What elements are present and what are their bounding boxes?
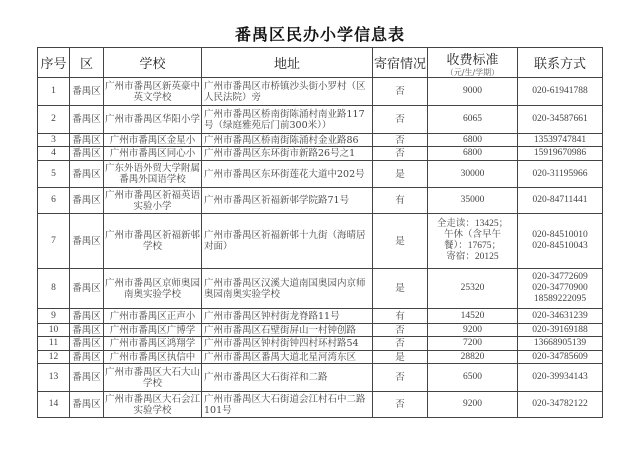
fee-line: 6800 <box>463 134 482 145</box>
fee-line: 寄宿：20125 <box>446 252 499 262</box>
cell-fee <box>428 147 518 161</box>
cell-fee <box>428 324 518 337</box>
cell-school <box>104 161 202 188</box>
school-name: 广州市番禺区鸿翔学 <box>109 338 196 349</box>
cell-contact <box>518 188 603 214</box>
boarding-status: 否 <box>395 148 405 159</box>
cell-address <box>202 392 373 418</box>
cell-boarding <box>373 134 428 147</box>
cell-address <box>202 161 373 188</box>
district: 番禺区 <box>72 195 101 206</box>
cell-contact <box>518 78 603 106</box>
school-name: 广州市番禺区正声小 <box>109 310 196 322</box>
fee-line: 9200 <box>463 399 482 409</box>
fee-line: 6065 <box>463 114 482 124</box>
phone-number: 020-84510010 <box>532 230 588 240</box>
cell-district <box>70 392 104 418</box>
cell-district <box>70 147 104 161</box>
cell-no <box>38 214 70 269</box>
phone-number: 18589222095 <box>533 294 587 304</box>
cell-boarding <box>373 161 428 188</box>
table-row <box>38 324 603 337</box>
cell-no <box>38 161 70 188</box>
cell-fee <box>428 309 518 324</box>
cell-school <box>104 147 202 161</box>
cell-contact <box>518 269 603 309</box>
cell-district <box>70 214 104 269</box>
cell-district <box>70 364 104 392</box>
row-number: 10 <box>48 324 59 335</box>
cell-boarding <box>373 392 428 418</box>
fee-line: 午休（含早午 <box>443 230 501 240</box>
row-number: 6 <box>51 195 56 205</box>
phone-number: 020-34772609 <box>532 272 588 282</box>
cell-boarding <box>373 147 428 161</box>
row-number: 13 <box>48 372 59 382</box>
cell-no <box>38 134 70 147</box>
address: 广州市番禺区桥南街陈涌村金业路86 <box>204 134 359 146</box>
cell-district <box>70 78 104 106</box>
cell-district <box>70 351 104 364</box>
cell-school <box>104 78 202 106</box>
boarding-status: 是 <box>395 351 405 363</box>
district: 番禺区 <box>72 351 101 363</box>
fee-line: 9200 <box>463 324 482 335</box>
cell-fee <box>428 351 518 364</box>
school-name: 广州市番禺区执信中 <box>109 351 196 363</box>
cell-contact <box>518 147 603 161</box>
cell-no <box>38 337 70 351</box>
cell-address <box>202 78 373 106</box>
cell-address <box>202 147 373 161</box>
row-number: 8 <box>51 283 56 293</box>
page-title: 番禺区民办小学信息表 <box>234 25 405 44</box>
table-row <box>38 214 603 269</box>
cell-no <box>38 78 70 106</box>
table-row <box>38 392 603 418</box>
cell-contact <box>518 309 603 324</box>
cell-district <box>70 337 104 351</box>
cell-school <box>104 309 202 324</box>
cell-boarding <box>373 188 428 214</box>
header-boarding: 寄宿情况 <box>373 48 428 78</box>
cell-district <box>70 134 104 147</box>
district: 番禺区 <box>72 134 101 146</box>
district: 番禺区 <box>72 338 101 349</box>
header-address: 地址 <box>202 48 373 78</box>
cell-school <box>104 106 202 134</box>
cell-fee <box>428 214 518 269</box>
fee-line: 6800 <box>463 148 482 158</box>
table-row <box>38 364 603 392</box>
address: 广州市番禺区东环街莲花大道中202号 <box>204 168 365 180</box>
fee-line: 14520 <box>460 310 485 321</box>
school-info-table <box>37 47 603 418</box>
table-row <box>38 161 603 188</box>
header-district: 区 <box>70 48 104 78</box>
cell-school <box>104 392 202 418</box>
cell-boarding <box>373 324 428 337</box>
cell-address <box>202 324 373 337</box>
address: 广州市番禺区东环街市新路26号之1 <box>204 148 356 159</box>
address: 广州市番禺区石壁街屏山一村钟创路 <box>204 324 357 336</box>
fee-line: 28820 <box>460 351 485 362</box>
district: 番禺区 <box>72 148 101 159</box>
address: 广州市番禺区钟村街钟四村环村路54 <box>204 338 359 349</box>
cell-fee <box>428 269 518 309</box>
address: 广州市番禺区汉溪大道南国奥园内京师奥园南奥实验学校 <box>204 277 366 300</box>
cell-school <box>104 269 202 309</box>
table-row <box>38 147 603 161</box>
cell-address <box>202 337 373 351</box>
boarding-status: 否 <box>395 338 405 349</box>
boarding-status: 是 <box>395 168 405 180</box>
phone-number: 13539747841 <box>533 134 587 145</box>
phone-number: 020-61941788 <box>532 86 588 96</box>
header-fee-unit: （元/生/学期） <box>445 67 500 77</box>
district: 番禺区 <box>72 86 101 97</box>
cell-fee <box>428 134 518 147</box>
row-number: 3 <box>51 134 56 145</box>
fee-line: 35000 <box>460 195 485 205</box>
address: 广州市番禺区桥南街陈涌村南业路117号（绿庭雅苑后门前300米）） <box>204 108 365 131</box>
fee-line: 餐）：17675； <box>443 241 501 251</box>
row-number: 12 <box>48 351 59 362</box>
phone-number: 020-34770900 <box>532 283 588 293</box>
cell-address <box>202 364 373 392</box>
cell-fee <box>428 106 518 134</box>
cell-no <box>38 106 70 134</box>
school-name: 广州市番禺区同心小 <box>109 148 196 159</box>
table-row <box>38 188 603 214</box>
cell-district <box>70 161 104 188</box>
district: 番禺区 <box>72 114 101 125</box>
cell-fee <box>428 337 518 351</box>
fee-line: 30000 <box>460 168 485 179</box>
cell-boarding <box>373 351 428 364</box>
table-row <box>38 106 603 134</box>
cell-district <box>70 309 104 324</box>
address: 广州市番禺区钟村街龙脊路11号 <box>204 310 340 322</box>
cell-address <box>202 188 373 214</box>
district: 番禺区 <box>72 283 101 294</box>
cell-address <box>202 214 373 269</box>
cell-contact <box>518 161 603 188</box>
cell-school <box>104 188 202 214</box>
cell-school <box>104 134 202 147</box>
school-name: 广州市番禺区金星小 <box>109 134 196 146</box>
cell-address <box>202 269 373 309</box>
cell-fee <box>428 188 518 214</box>
fee-line: 全走读：13425； <box>436 219 509 229</box>
cell-contact <box>518 392 603 418</box>
cell-district <box>70 106 104 134</box>
row-number: 11 <box>48 338 59 348</box>
boarding-status: 否 <box>395 372 405 383</box>
cell-no <box>38 364 70 392</box>
district: 番禺区 <box>72 168 101 180</box>
school-name: 广东外语外贸大学附属番禺外国语学校 <box>104 163 200 185</box>
cell-district <box>70 188 104 214</box>
cell-boarding <box>373 269 428 309</box>
school-name: 广州市番禺区大石大山学校 <box>104 366 200 389</box>
phone-number: 020-34631239 <box>532 310 588 321</box>
boarding-status: 有 <box>395 310 405 322</box>
school-name: 广州市番禺区华阳小学 <box>104 114 200 125</box>
fee-line: 25320 <box>460 283 485 293</box>
cell-contact <box>518 364 603 392</box>
boarding-status: 是 <box>395 283 405 294</box>
address: 广州市番禺区祈福新邨学院路71号 <box>204 195 350 206</box>
table-row <box>38 337 603 351</box>
boarding-status: 否 <box>395 86 405 97</box>
cell-contact <box>518 337 603 351</box>
cell-district <box>70 324 104 337</box>
row-number: 4 <box>51 148 56 158</box>
school-name: 广州市番禺区广博学 <box>109 324 196 336</box>
cell-contact <box>518 134 603 147</box>
cell-school <box>104 214 202 269</box>
cell-fee <box>428 364 518 392</box>
district: 番禺区 <box>72 372 101 383</box>
phone-number: 020-34785609 <box>532 351 588 362</box>
row-number: 1 <box>51 86 56 96</box>
cell-boarding <box>373 309 428 324</box>
cell-district <box>70 269 104 309</box>
cell-address <box>202 309 373 324</box>
cell-school <box>104 364 202 392</box>
header-row <box>38 48 603 78</box>
header-fee-label: 收费标准 <box>446 52 499 68</box>
header-school: 学校 <box>104 48 202 78</box>
cell-no <box>38 269 70 309</box>
cell-address <box>202 106 373 134</box>
address: 广州市番禺区祈福新邨十九街（海晴居对面） <box>204 230 366 252</box>
school-name: 广州市番禺区大石会江实验学校 <box>104 393 200 416</box>
cell-contact <box>518 324 603 337</box>
fee-line: 6500 <box>463 372 482 382</box>
boarding-status: 是 <box>395 235 405 247</box>
fee-line: 7200 <box>463 338 482 348</box>
address: 广州市番禺区番禺大道北星河湾东区 <box>204 351 357 363</box>
district: 番禺区 <box>72 235 101 247</box>
cell-boarding <box>373 78 428 106</box>
cell-no <box>38 324 70 337</box>
cell-fee <box>428 392 518 418</box>
cell-no <box>38 309 70 324</box>
phone-number: 020-39169188 <box>532 324 588 335</box>
cell-no <box>38 392 70 418</box>
cell-address <box>202 351 373 364</box>
address: 广州市番禺区市桥镇沙头街小罗村（区人民法院）旁 <box>204 80 366 103</box>
phone-number: 020-84711441 <box>532 195 588 205</box>
phone-number: 020-39934143 <box>532 372 588 382</box>
address: 广州市番禺区大石街祥和二路 <box>204 372 328 383</box>
table-row <box>38 269 603 309</box>
cell-no <box>38 351 70 364</box>
phone-number: 020-34587661 <box>532 114 588 124</box>
cell-contact <box>518 351 603 364</box>
cell-fee <box>428 78 518 106</box>
table-row <box>38 351 603 364</box>
row-number: 2 <box>51 114 56 124</box>
boarding-status: 否 <box>395 399 405 410</box>
school-name: 广州市番禺区京师奥园南奥实验学校 <box>104 277 200 300</box>
header-no: 序号 <box>38 48 70 78</box>
cell-contact <box>518 214 603 269</box>
row-number: 7 <box>51 235 56 246</box>
cell-school <box>104 324 202 337</box>
cell-boarding <box>373 106 428 134</box>
header-contact: 联系方式 <box>518 48 603 78</box>
cell-contact <box>518 106 603 134</box>
cell-school <box>104 337 202 351</box>
cell-no <box>38 188 70 214</box>
cell-boarding <box>373 337 428 351</box>
fee-line: 9000 <box>463 86 482 96</box>
cell-no <box>38 147 70 161</box>
boarding-status: 否 <box>395 134 405 146</box>
boarding-status: 否 <box>395 324 405 336</box>
address: 广州市番禺区大石街道会江村石中二路101号 <box>204 393 366 416</box>
district: 番禺区 <box>72 324 101 336</box>
school-name: 广州市番禺区祈福英语实验小学 <box>104 189 200 212</box>
district: 番禺区 <box>72 399 101 410</box>
row-number: 5 <box>51 168 56 179</box>
cell-address <box>202 134 373 147</box>
district: 番禺区 <box>72 310 101 322</box>
phone-number: 13668905139 <box>533 338 587 348</box>
table-row <box>38 78 603 106</box>
row-number: 9 <box>51 310 56 321</box>
cell-fee <box>428 161 518 188</box>
boarding-status: 有 <box>395 195 405 206</box>
row-number: 14 <box>48 399 59 409</box>
phone-number: 020-84510043 <box>532 241 588 251</box>
cell-boarding <box>373 214 428 269</box>
header-fee <box>428 48 518 78</box>
cell-boarding <box>373 364 428 392</box>
school-name: 广州市番禺区祈福新邨学校 <box>104 230 200 252</box>
table-row <box>38 309 603 324</box>
boarding-status: 否 <box>395 114 405 125</box>
cell-school <box>104 351 202 364</box>
table-row <box>38 134 603 147</box>
phone-number: 020-31195966 <box>532 168 588 179</box>
school-name: 广州市番禺区新英豪中英文学校 <box>104 80 200 103</box>
phone-number: 020-34782122 <box>532 399 588 409</box>
phone-number: 15919670986 <box>533 148 587 158</box>
